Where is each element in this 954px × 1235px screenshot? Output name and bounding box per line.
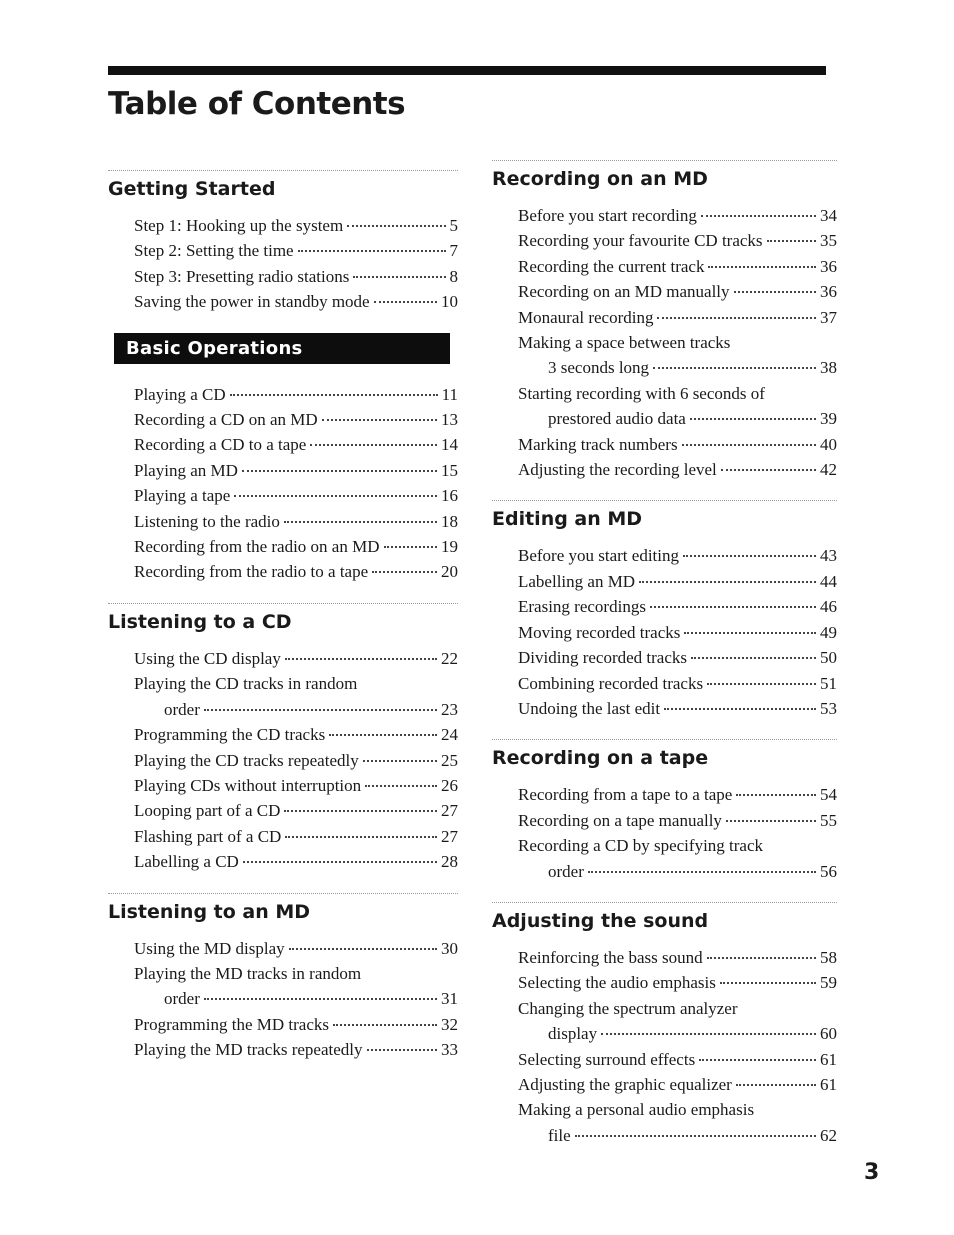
toc-section (492, 160, 837, 482)
dot-leader (230, 394, 438, 396)
section-divider (492, 739, 837, 740)
dot-leader (682, 444, 816, 446)
entry-page-number: 22 (441, 648, 458, 668)
entry-label-continued: file (548, 1125, 571, 1145)
entry-label: Recording the current track (518, 256, 705, 276)
entry-label: Recording on an MD manually (518, 282, 730, 302)
dot-leader (204, 998, 437, 1000)
entry-label: Recording a CD on an MD (134, 410, 318, 430)
entry-line (134, 824, 458, 849)
entry-line (134, 534, 458, 559)
entry-label: Dividing recorded tracks (518, 648, 687, 668)
entry-label-continued: prestored audio data (548, 409, 686, 429)
entry-page-number: 5 (449, 216, 458, 235)
toc-entry[interactable] (134, 748, 458, 773)
toc-entry[interactable] (134, 264, 458, 289)
entry-line (518, 279, 837, 304)
entry-page-number: 51 (820, 673, 837, 693)
dot-leader (588, 871, 816, 873)
entry-label: Adjusting the graphic equalizer (518, 1074, 732, 1094)
dot-leader (284, 521, 437, 523)
entry-label: Playing the CD tracks repeatedly (134, 750, 359, 770)
entry-label: Playing CDs without interruption (134, 775, 362, 795)
entry-line (518, 620, 837, 645)
toc-entry[interactable] (518, 228, 837, 253)
entry-line (134, 646, 458, 671)
entry-label: Recording from the radio on an MD (134, 537, 380, 557)
entry-label: Saving the power in standby mode (134, 292, 370, 312)
toc-entry[interactable] (518, 1047, 837, 1072)
entry-line (518, 228, 837, 253)
toc-entry-list (492, 543, 837, 721)
entry-label: Recording a CD to a tape (134, 435, 307, 455)
section-title: Listening to a CD (108, 610, 292, 633)
section-divider (108, 170, 458, 171)
entry-page-number: 49 (820, 622, 837, 642)
toc-entry[interactable] (134, 849, 458, 874)
entry-label-continued: order (164, 699, 200, 719)
toc-entry[interactable] (134, 382, 458, 407)
toc-section (492, 739, 837, 884)
dot-leader (298, 250, 446, 252)
entry-label: Playing a CD (134, 384, 226, 404)
entry-page-number: 58 (820, 947, 837, 967)
entry-label: Recording on a tape manually (518, 810, 722, 830)
entry-label: Selecting surround effects (518, 1049, 696, 1069)
entry-page-number: 14 (441, 435, 458, 455)
dot-leader (601, 1033, 816, 1035)
entry-line (518, 594, 837, 619)
section-divider (492, 500, 837, 501)
entry-page-number: 15 (441, 460, 458, 480)
entry-label-continued: order (548, 861, 584, 881)
toc-entry[interactable] (134, 1037, 458, 1062)
section-title: Listening to an MD (108, 900, 311, 923)
entry-page-number: 8 (449, 266, 458, 286)
entry-line (518, 970, 837, 995)
entry-line (134, 748, 458, 773)
entry-label: Labelling a CD (134, 852, 239, 872)
toc-entry[interactable] (134, 458, 458, 483)
entry-label-continued: order (164, 989, 200, 1009)
toc-entry[interactable] (134, 432, 458, 457)
entry-page-number: 61 (820, 1074, 837, 1094)
toc-entry[interactable] (518, 381, 837, 432)
entry-page-number: 44 (820, 571, 837, 591)
toc-entry[interactable] (134, 534, 458, 559)
entry-label: Programming the MD tracks (134, 1014, 329, 1034)
section-title: Editing an MD (492, 508, 643, 531)
entry-page-number: 34 (820, 206, 837, 225)
entry-label: Playing the MD tracks repeatedly (134, 1040, 363, 1060)
entry-line (134, 773, 458, 798)
entry-label: Making a personal audio emphasis (518, 1100, 755, 1120)
entry-label: Monaural recording (518, 307, 654, 327)
toc-entry-list (108, 213, 458, 315)
dot-leader (699, 1059, 816, 1061)
dot-leader (691, 657, 816, 659)
entry-line (134, 986, 458, 1011)
toc-entry[interactable] (134, 509, 458, 534)
entry-line (518, 1047, 837, 1072)
entry-line (518, 203, 837, 228)
entry-label: Step 2: Setting the time (134, 241, 294, 261)
entry-page-number: 36 (820, 282, 837, 302)
dot-leader (284, 810, 437, 812)
toc-entry[interactable] (134, 798, 458, 823)
toc-entry[interactable] (518, 833, 837, 884)
entry-label: Using the MD display (134, 938, 285, 958)
entry-page-number: 60 (820, 1024, 837, 1044)
toc-entry[interactable] (518, 543, 837, 568)
entry-label-continued: display (548, 1024, 598, 1044)
entry-line (134, 849, 458, 874)
entry-line (518, 1072, 837, 1097)
toc-entry[interactable] (518, 330, 837, 381)
entry-label: Selecting the audio emphasis (518, 973, 716, 993)
entry-line (518, 569, 837, 594)
entry-label: Starting recording with 6 seconds of (518, 383, 765, 403)
toc-entry-list (108, 646, 458, 875)
dot-leader (708, 266, 816, 268)
dot-leader (707, 683, 816, 685)
dot-leader (243, 861, 437, 863)
entry-label: Combining recorded tracks (518, 673, 704, 693)
toc-entry[interactable] (518, 696, 837, 721)
entry-page-number: 55 (820, 810, 837, 830)
toc-entry[interactable] (518, 970, 837, 995)
toc-section (492, 902, 837, 1148)
dot-leader (333, 1024, 437, 1026)
entry-line (134, 483, 458, 508)
entry-page-number: 16 (441, 486, 458, 506)
entry-page-number: 20 (441, 562, 458, 582)
toc-entry[interactable] (134, 559, 458, 584)
entry-line (518, 671, 837, 696)
entry-line (518, 782, 837, 807)
entry-line (134, 798, 458, 823)
entry-label: Flashing part of a CD (134, 826, 282, 846)
entry-label: Adjusting the recording level (518, 460, 717, 480)
toc-entry[interactable] (518, 569, 837, 594)
entry-label: Labelling an MD (518, 571, 636, 591)
toc-entry-list (492, 782, 837, 884)
entry-line (518, 1123, 837, 1148)
dot-leader (363, 760, 437, 762)
dot-leader (650, 606, 816, 608)
entry-label: Marking track numbers (518, 434, 678, 454)
entry-line (518, 543, 837, 568)
toc-entry[interactable] (134, 671, 458, 722)
page-number: 3 (864, 1160, 880, 1185)
entry-page-number: 11 (441, 384, 458, 404)
dot-leader (372, 571, 437, 573)
entry-line (134, 382, 458, 407)
toc-entry-list (492, 945, 837, 1148)
entry-line (134, 213, 458, 238)
entry-page-number: 25 (441, 750, 458, 770)
toc-entry[interactable] (134, 289, 458, 314)
entry-line (518, 254, 837, 279)
entry-page-number: 32 (441, 1014, 458, 1034)
entry-line (134, 238, 458, 263)
toc-entry[interactable] (134, 238, 458, 263)
entry-line (518, 406, 837, 431)
toc-entry[interactable] (518, 996, 837, 1047)
entry-page-number: 39 (820, 409, 837, 429)
entry-page-number: 38 (820, 358, 837, 378)
dot-leader (767, 240, 816, 242)
entry-label: Step 1: Hooking up the system (134, 216, 344, 235)
toc-section (108, 333, 458, 585)
entry-label: Reinforcing the bass sound (518, 947, 703, 967)
entry-line (134, 289, 458, 314)
entry-line (518, 945, 837, 970)
dot-leader (575, 1135, 816, 1137)
toc-entry[interactable] (134, 961, 458, 1012)
dot-leader (726, 820, 816, 822)
entry-page-number: 61 (820, 1049, 837, 1069)
toc-entry[interactable] (518, 203, 837, 228)
top-rule (108, 66, 826, 75)
dot-leader (653, 367, 816, 369)
section-title: Recording on an MD (492, 168, 708, 190)
entry-page-number: 19 (441, 537, 458, 557)
dot-leader (690, 418, 816, 420)
entry-page-number: 37 (820, 307, 837, 327)
toc-entry[interactable] (134, 407, 458, 432)
entry-label: Playing the MD tracks in random (134, 963, 362, 983)
entry-label: Recording your favourite CD tracks (518, 231, 763, 251)
dot-leader (329, 734, 437, 736)
toc-entry[interactable] (518, 671, 837, 696)
entry-label: Undoing the last edit (518, 698, 661, 718)
entry-line (518, 859, 837, 884)
dot-leader (701, 215, 816, 217)
left-column (108, 170, 458, 1081)
dot-leader (289, 948, 437, 950)
entry-label: Before you start recording (518, 206, 697, 225)
entry-line (134, 432, 458, 457)
toc-entry-list (108, 936, 458, 1063)
entry-page-number: 27 (441, 801, 458, 821)
section-divider (108, 893, 458, 894)
toc-entry[interactable] (518, 645, 837, 670)
toc-entry[interactable] (518, 945, 837, 970)
toc-entry[interactable] (134, 773, 458, 798)
entry-line (134, 559, 458, 584)
toc-entry[interactable] (518, 457, 837, 482)
entry-label: Looping part of a CD (134, 801, 281, 821)
entry-line (134, 509, 458, 534)
entry-label: Recording from the radio to a tape (134, 562, 369, 582)
entry-page-number: 24 (441, 725, 458, 745)
entry-page-number: 10 (441, 292, 458, 312)
dot-leader (721, 469, 816, 471)
dot-leader (322, 419, 437, 421)
toc-entry[interactable] (134, 213, 458, 238)
dot-leader (684, 632, 816, 634)
toc-entry[interactable] (518, 279, 837, 304)
dot-leader (285, 658, 437, 660)
entry-page-number: 23 (441, 699, 458, 719)
section-title: Getting Started (108, 178, 276, 200)
entry-page-number: 35 (820, 231, 837, 251)
dot-leader (707, 957, 816, 959)
entry-label-continued: 3 seconds long (548, 358, 650, 378)
entry-label: Making a space between tracks (518, 333, 731, 353)
entry-label: Step 3: Presetting radio stations (134, 266, 350, 286)
section-divider (108, 603, 458, 604)
dot-leader (285, 836, 437, 838)
toc-entry[interactable] (134, 646, 458, 671)
entry-line (134, 264, 458, 289)
entry-page-number: 18 (441, 511, 458, 531)
toc-entry[interactable] (518, 254, 837, 279)
dot-leader (720, 982, 816, 984)
entry-page-number: 31 (441, 989, 458, 1009)
entry-line (134, 407, 458, 432)
entry-page-number: 56 (820, 861, 837, 881)
entry-page-number: 62 (820, 1125, 837, 1145)
toc-entry[interactable] (518, 808, 837, 833)
section-divider (492, 902, 837, 903)
toc-entry[interactable] (518, 305, 837, 330)
entry-line (134, 458, 458, 483)
entry-line (518, 1021, 837, 1046)
entry-label: Playing an MD (134, 460, 238, 480)
dot-leader (734, 291, 816, 293)
dot-leader (657, 317, 816, 319)
entry-line (518, 432, 837, 457)
entry-page-number: 53 (820, 698, 837, 718)
dot-leader (353, 276, 445, 278)
entry-line (518, 696, 837, 721)
entry-page-number: 43 (820, 546, 837, 566)
dot-leader (736, 1084, 816, 1086)
entry-page-number: 46 (820, 597, 837, 617)
dot-leader (367, 1049, 438, 1051)
section-banner: Basic Operations (114, 333, 450, 364)
entry-line (134, 722, 458, 747)
toc-entry[interactable] (518, 782, 837, 807)
toc-section (492, 500, 837, 721)
entry-label: Listening to the radio (134, 511, 280, 531)
entry-page-number: 36 (820, 256, 837, 276)
entry-line (518, 305, 837, 330)
dot-leader (683, 555, 816, 557)
entry-label: Before you start editing (518, 546, 679, 566)
section-divider (492, 160, 837, 161)
toc-entry[interactable] (518, 432, 837, 457)
toc-entry[interactable] (518, 1072, 837, 1097)
dot-leader (639, 581, 816, 583)
entry-page-number: 50 (820, 648, 837, 668)
entry-label: Using the CD display (134, 648, 281, 668)
entry-page-number: 54 (820, 785, 837, 805)
toc-section (108, 893, 458, 1063)
entry-line (518, 645, 837, 670)
toc-entry[interactable] (518, 1097, 837, 1148)
entry-line (518, 355, 837, 380)
toc-entry[interactable] (134, 1012, 458, 1037)
entry-page-number: 59 (820, 973, 837, 993)
dot-leader (310, 444, 437, 446)
dot-leader (347, 225, 445, 227)
entry-line (134, 1012, 458, 1037)
dot-leader (242, 470, 437, 472)
section-title: Adjusting the sound (492, 909, 709, 932)
toc-entry[interactable] (134, 483, 458, 508)
dot-leader (384, 546, 438, 548)
entry-line (518, 457, 837, 482)
entry-page-number: 28 (441, 852, 458, 872)
toc-entry[interactable] (518, 620, 837, 645)
entry-page-number: 26 (441, 775, 458, 795)
toc-entry[interactable] (134, 824, 458, 849)
toc-section (108, 603, 458, 875)
entry-line (134, 936, 458, 961)
toc-entry[interactable] (134, 722, 458, 747)
entry-label: Recording from a tape to a tape (518, 785, 733, 805)
dot-leader (365, 785, 437, 787)
dot-leader (736, 794, 816, 796)
section-title: Recording on a tape (492, 747, 709, 770)
entry-page-number: 30 (441, 938, 458, 958)
entry-page-number: 7 (449, 241, 458, 261)
right-column (492, 160, 837, 1166)
dot-leader (664, 708, 816, 710)
dot-leader (204, 709, 437, 711)
toc-entry-list (492, 203, 837, 482)
entry-page-number: 42 (820, 460, 837, 480)
entry-label: Changing the spectrum analyzer (518, 998, 738, 1018)
entry-line (518, 808, 837, 833)
entry-line (134, 1037, 458, 1062)
toc-entry[interactable] (134, 936, 458, 961)
entry-label: Playing the CD tracks in random (134, 674, 358, 694)
toc-section (108, 170, 458, 315)
toc-entry[interactable] (518, 594, 837, 619)
entry-page-number: 27 (441, 826, 458, 846)
entry-line (134, 697, 458, 722)
toc-entry-list (108, 382, 458, 585)
dot-leader (234, 495, 437, 497)
entry-page-number: 33 (441, 1040, 458, 1060)
entry-label: Playing a tape (134, 486, 231, 506)
entry-page-number: 40 (820, 434, 837, 454)
entry-label: Erasing recordings (518, 597, 646, 617)
entry-page-number: 13 (441, 410, 458, 430)
entry-label: Recording a CD by specifying track (518, 836, 764, 856)
dot-leader (374, 301, 437, 303)
entry-label: Moving recorded tracks (518, 622, 681, 642)
entry-label: Programming the CD tracks (134, 725, 326, 745)
page-title: Table of Contents (108, 86, 406, 122)
